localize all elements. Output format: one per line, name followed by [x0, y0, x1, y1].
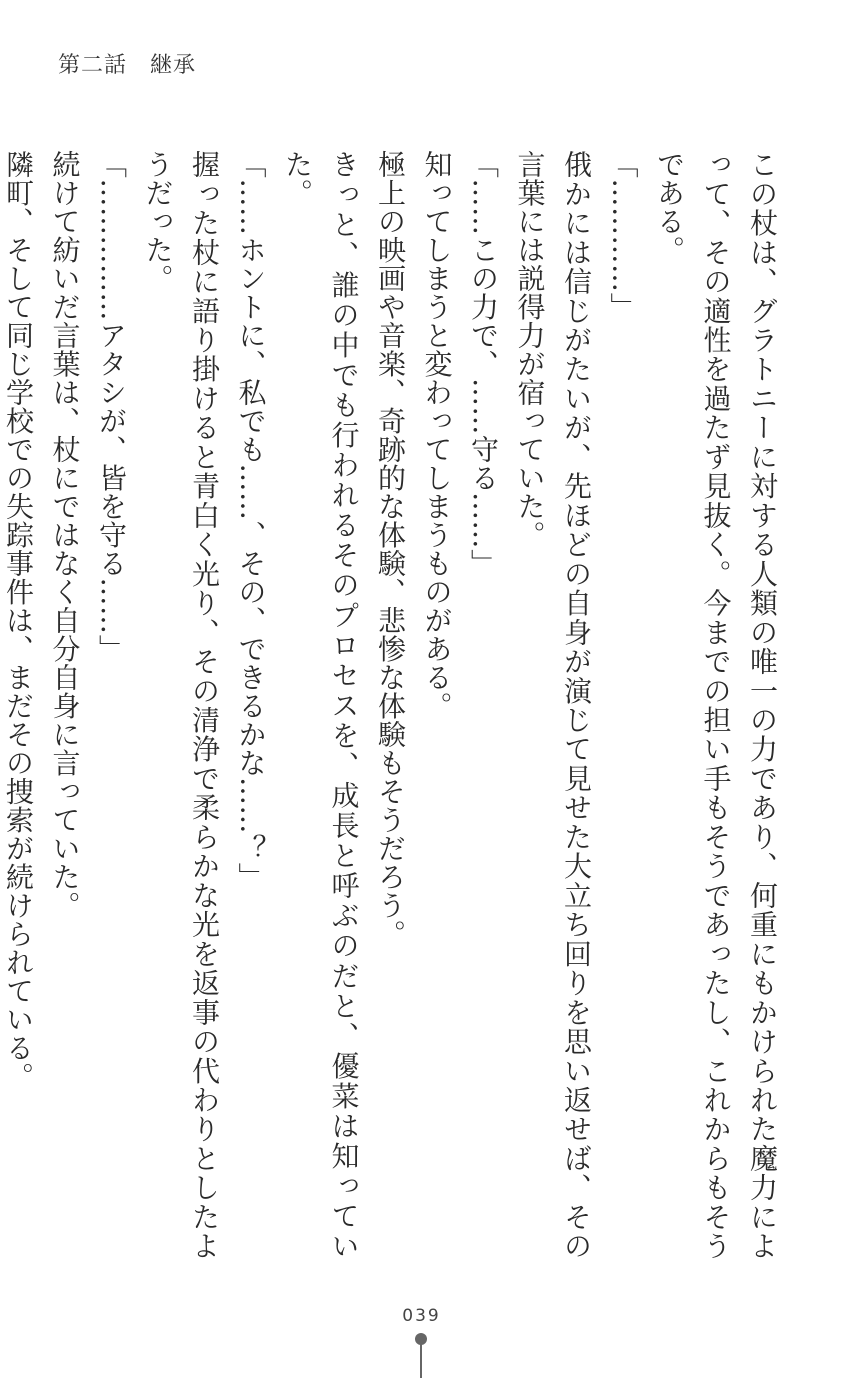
folio-line-ornament: [420, 1344, 422, 1378]
paragraph: 「……この力で、……守る……」: [467, 150, 500, 578]
paragraph: 極上の映画や音楽、奇跡的な体験、悲惨な体験もそうだろう。: [374, 150, 407, 948]
paragraph: 「……………アタシが、皆を守る……」: [95, 150, 128, 663]
paragraph: 俄かには信じがたいが、先ほどの自身が演じて見せた大立ち回りを思い返せば、その言葉には説得力が宿っていた。: [513, 150, 593, 1261]
paragraph: 「…………」: [606, 150, 640, 321]
paragraph: 「……ホントに、私でも……、その、できるかな……？」: [234, 150, 268, 891]
paragraph: 知ってしまうと変わってしまうものがある。: [420, 150, 454, 720]
body-text: [2, 150, 785, 1261]
paragraph: きっと、誰の中でも行われるそのプロセスを、成長と呼ぶのだと、優菜は知っていた。: [281, 150, 361, 1260]
page-number: 039: [402, 1306, 441, 1326]
paragraph: 続けて紡いだ言葉は、杖にではなく自分自身に言っていた。: [48, 150, 82, 920]
paragraph: 握った杖に語り掛けると青白く光り、その清浄で柔らかな光を返事の代わりとしたようだった。: [141, 150, 221, 1260]
page-footer: [0, 1306, 843, 1378]
paragraph: この杖は、グラトニーに対する人類の唯一の力であり、何重にもかけられた魔力によって、その適性を過たず見抜く。今までの担い手もそうであったし、これからもそうである。: [653, 150, 779, 1260]
paragraph: 隣町、そして同じ学校での失踪事件は、まだその捜索が続けられている。: [2, 150, 35, 1091]
running-head: 第二話 継承: [58, 53, 197, 78]
